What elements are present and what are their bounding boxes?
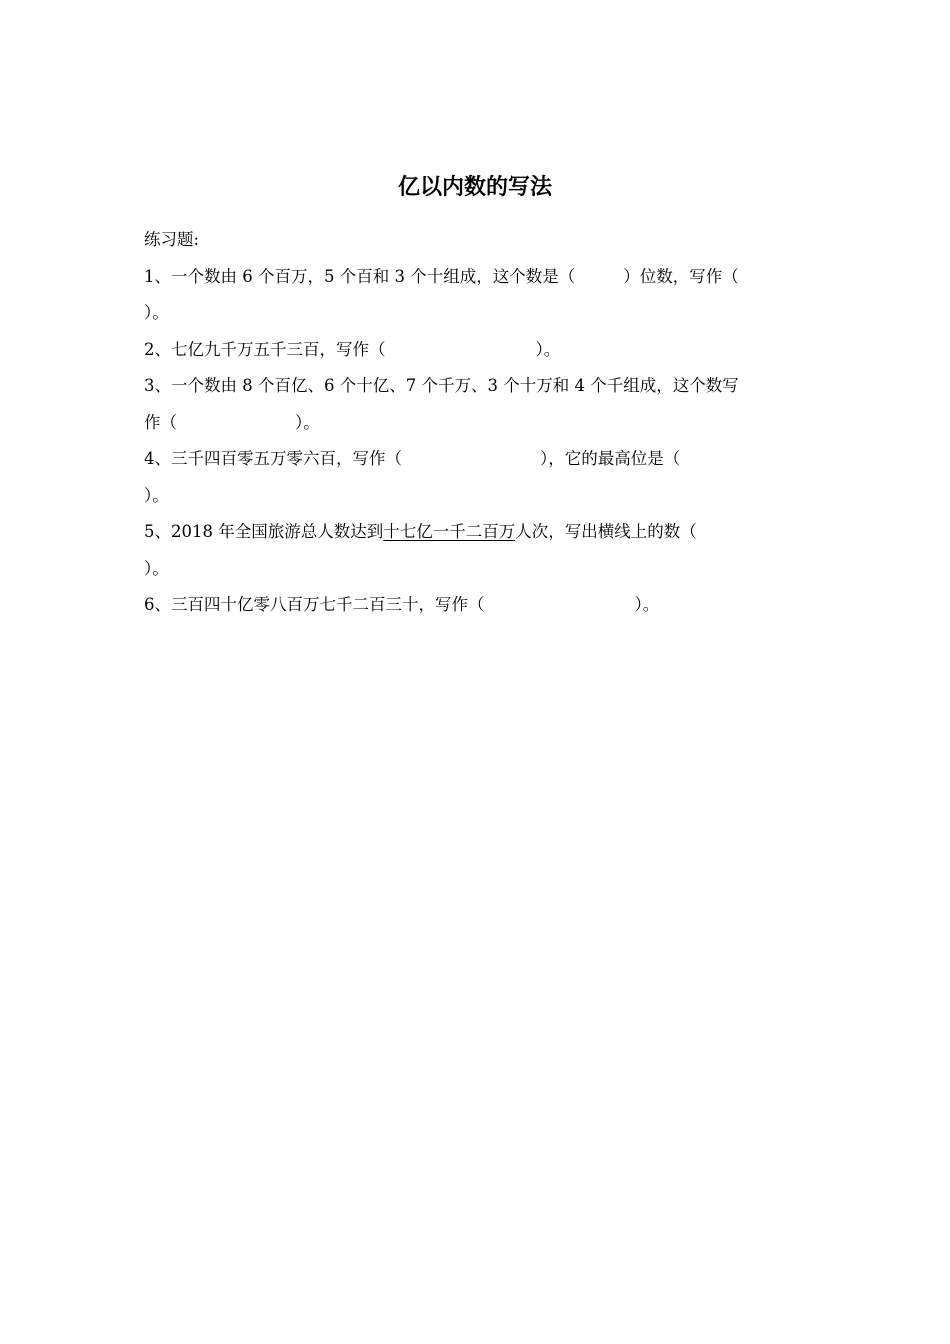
question-3-cont-a: 作（ — [144, 412, 177, 432]
question-2-text-b: ）。 — [535, 339, 561, 359]
question-3-text-a: 一个数由 8 个百亿、6 个十亿、7 个千万、3 个十万和 4 个千组成，这个数写 — [171, 376, 739, 395]
exercise-content — [144, 222, 806, 624]
question-5-underlined-number: 十七亿一千二百万 — [383, 522, 516, 541]
question-1 — [144, 259, 806, 296]
question-2-text-a: 七亿九千万五千三百，写作（ — [171, 339, 386, 359]
question-4 — [144, 441, 806, 478]
question-5-text-a: 2018 年全国旅游总人数达到 — [171, 522, 384, 541]
question-1-text-a: 一个数由 6 个百万，5 个百和 3 个十组成，这个数是（ — [171, 266, 576, 286]
question-1-continuation: ）。 — [144, 303, 169, 322]
question-2 — [144, 332, 806, 369]
question-6 — [144, 587, 806, 624]
page-title: 亿以内数的写法 — [397, 175, 552, 200]
question-4-text-a: 三千四百零五万零六百，写作（ — [171, 449, 402, 468]
question-1-number: 1、 — [144, 266, 171, 286]
question-3-number: 3、 — [144, 376, 171, 395]
question-5-number: 5、 — [144, 522, 171, 541]
question-5-text-b: 人次，写出横线上的数（ — [515, 522, 697, 541]
section-label: 练习题: — [144, 230, 200, 249]
question-4-continuation: ）。 — [144, 485, 169, 505]
question-3 — [144, 368, 806, 405]
question-4-text-b: ），它的最高位是（ — [540, 449, 681, 468]
question-3-cont-b: ）。 — [295, 412, 320, 432]
question-6-number: 6、 — [144, 595, 171, 614]
question-6-text-a: 三百四十亿零八百万七千二百三十，写作（ — [171, 595, 485, 614]
question-5 — [144, 514, 806, 551]
question-1-text-b: ）位数，写作（ — [623, 266, 739, 286]
question-4-number: 4、 — [144, 449, 171, 468]
question-2-number: 2、 — [144, 339, 171, 359]
question-3-continuation — [144, 405, 806, 442]
question-5-continuation: ）。 — [144, 558, 169, 578]
question-6-text-b: ）。 — [634, 595, 660, 614]
